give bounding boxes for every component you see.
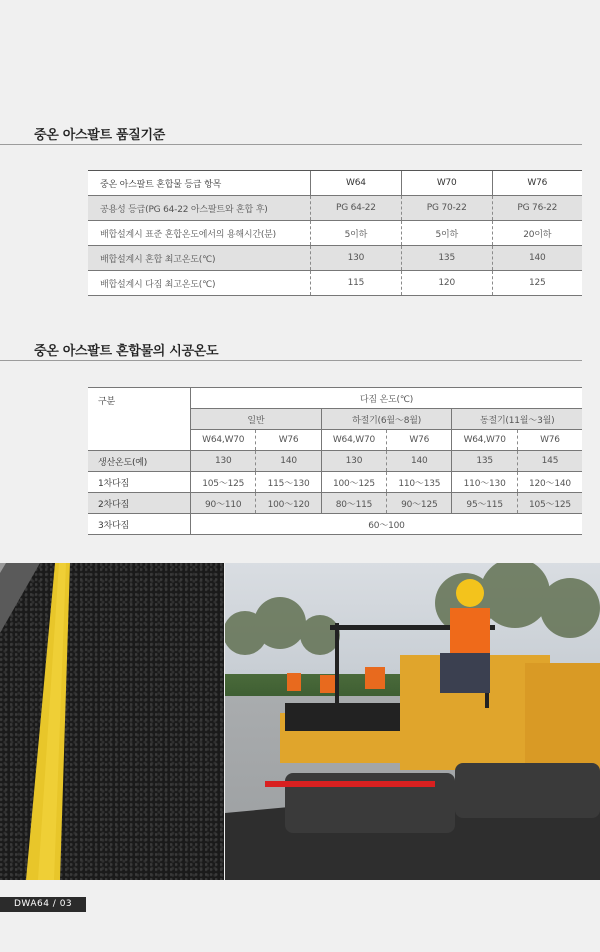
section-title-construction-temp: 중온 아스팔트 혼합물의 시공온도 [34,344,219,359]
table-cell: 90～110 [191,493,256,514]
header-cell: W70 [401,171,492,196]
table-cell: PG 70-22 [401,196,492,221]
sub-header: W64,W70 [452,430,517,451]
table-row [88,472,582,493]
group-header: 하절기(6월～8월) [321,409,452,430]
table-cell: 105～125 [191,472,256,493]
road-roller-photo [225,563,600,880]
table-cell: 130 [191,451,256,472]
table-row [88,196,582,221]
sub-header: W76 [517,430,582,451]
table-cell: 120～140 [517,472,582,493]
row-label: 공용성 등급(PG 64-22 아스팔트와 혼합 후) [88,196,311,221]
table-header-row [88,171,582,196]
row-label: 배합설계시 다짐 최고온도(℃) [88,271,311,296]
construction-temperature-table [88,387,582,535]
table-row [88,493,582,514]
table-row [88,271,582,296]
row-label: 3차다짐 [88,514,191,535]
table-cell: 95～115 [452,493,517,514]
table-cell: 80～115 [321,493,386,514]
section-divider [0,360,582,361]
sub-header: W64,W70 [321,430,386,451]
table-row [88,246,582,271]
road-surface-graphic [0,563,224,880]
section-title-quality: 중온 아스팔트 품질기준 [34,128,166,143]
header-cell: W76 [492,171,582,196]
table-cell: 130 [321,451,386,472]
group-header: 일반 [191,409,322,430]
row-label: 배합설계시 표준 혼합온도에서의 용해시간(분) [88,221,311,246]
table-cell: 130 [311,246,402,271]
corner-cell: 구분 [88,388,191,451]
table-cell: 140 [256,451,321,472]
table-cell: 120 [401,271,492,296]
sub-header: W76 [256,430,321,451]
section-divider [0,144,582,145]
table-cell: PG 76-22 [492,196,582,221]
page-label: DWA64 / 03 [0,897,86,912]
row-label: 배합설계시 혼합 최고온도(℃) [88,246,311,271]
table-cell: 5이하 [311,221,402,246]
header-cell: W64 [311,171,402,196]
table-cell: 125 [492,271,582,296]
table-cell: 140 [492,246,582,271]
table-cell: 100～125 [321,472,386,493]
table-cell: 135 [401,246,492,271]
table-cell: 100～120 [256,493,321,514]
table-cell: 145 [517,451,582,472]
table-cell: 135 [452,451,517,472]
table-cell: 90～125 [387,493,452,514]
header-cell: 중온 아스팔트 혼합물 등급 항목 [88,171,311,196]
group-header: 동절기(11월～3월) [452,409,582,430]
merged-cell: 60～100 [191,514,583,535]
row-label: 2차다짐 [88,493,191,514]
table-cell: PG 64-22 [311,196,402,221]
table-row [88,514,582,535]
table-cell: 110～130 [452,472,517,493]
table-cell: 110～135 [387,472,452,493]
table-row [88,221,582,246]
quality-standard-table [88,170,582,296]
table-cell: 115～130 [256,472,321,493]
table-cell: 115 [311,271,402,296]
table-cell: 105～125 [517,493,582,514]
asphalt-road-photo [0,563,224,880]
main-header: 다짐 온도(℃) [191,388,583,409]
table-row [88,451,582,472]
row-label: 생산온도(예) [88,451,191,472]
road-roller-graphic [225,563,600,880]
sub-header: W64,W70 [191,430,256,451]
sub-header: W76 [387,430,452,451]
table-cell: 140 [387,451,452,472]
row-label: 1차다짐 [88,472,191,493]
table-cell: 5이하 [401,221,492,246]
table-cell: 20이하 [492,221,582,246]
